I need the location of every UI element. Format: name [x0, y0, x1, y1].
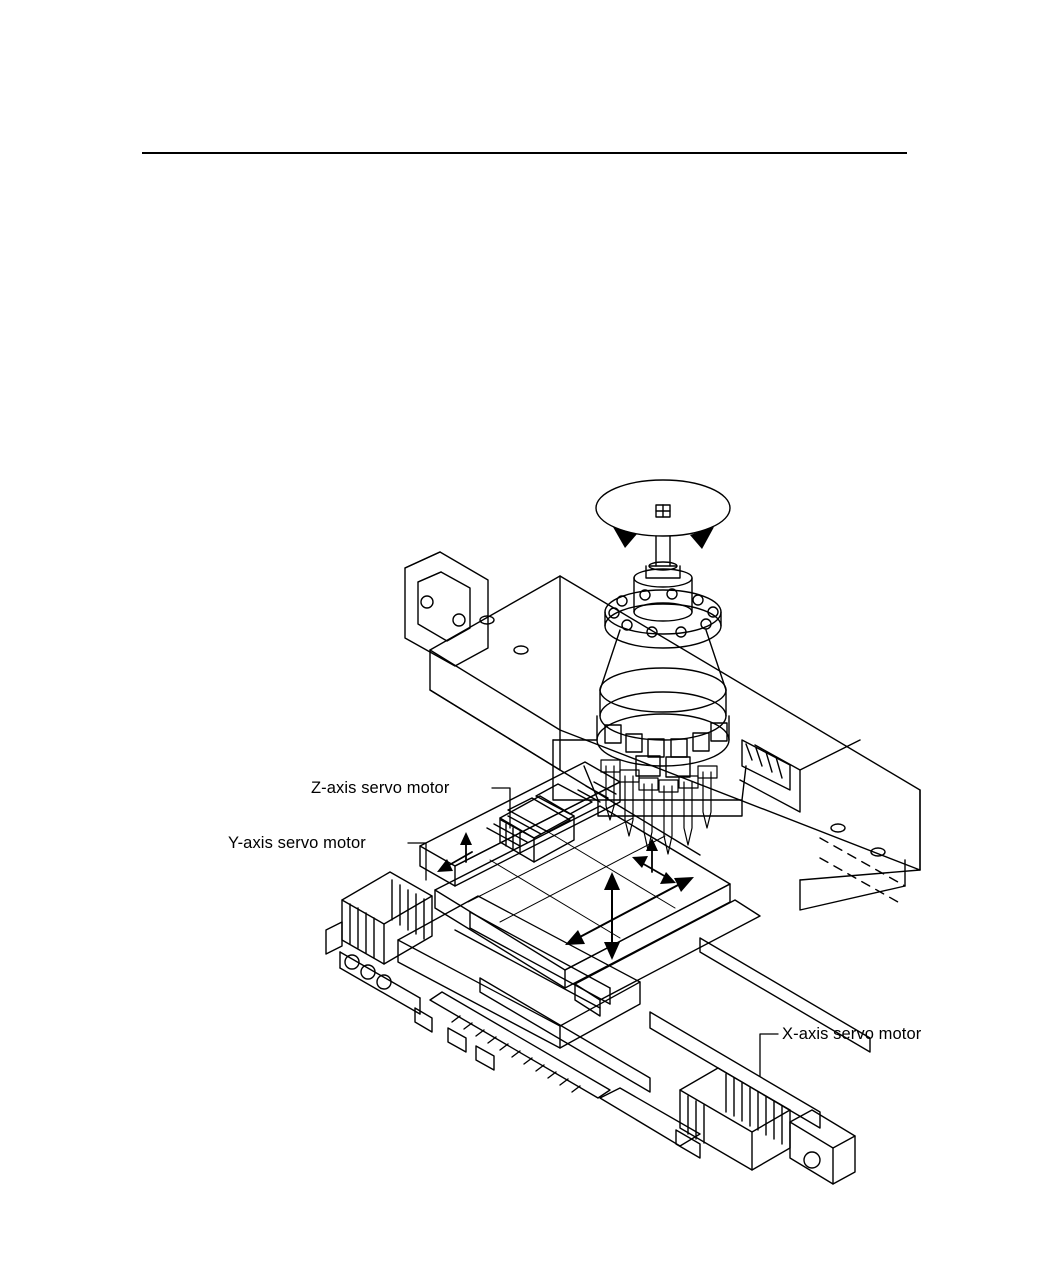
x-axis-motor: [676, 1068, 855, 1184]
y-axis-motor: [326, 872, 432, 1014]
callout-y-axis-servo-motor: Y-axis servo motor: [228, 834, 366, 852]
xy-table-assembly: [326, 762, 870, 1184]
spindle-turret-assembly: [553, 536, 746, 854]
callout-x-axis-servo-motor: X-axis servo motor: [782, 1025, 922, 1043]
tool-pockets: [605, 723, 727, 777]
drill-bits: [601, 760, 717, 854]
callout-z-axis-servo-motor: Z-axis servo motor: [311, 779, 450, 797]
upper-frame-plate: [405, 552, 920, 910]
callout-leaders: [408, 788, 778, 1076]
rotation-indicator: [596, 480, 730, 549]
z-axis-motor: [500, 796, 574, 862]
